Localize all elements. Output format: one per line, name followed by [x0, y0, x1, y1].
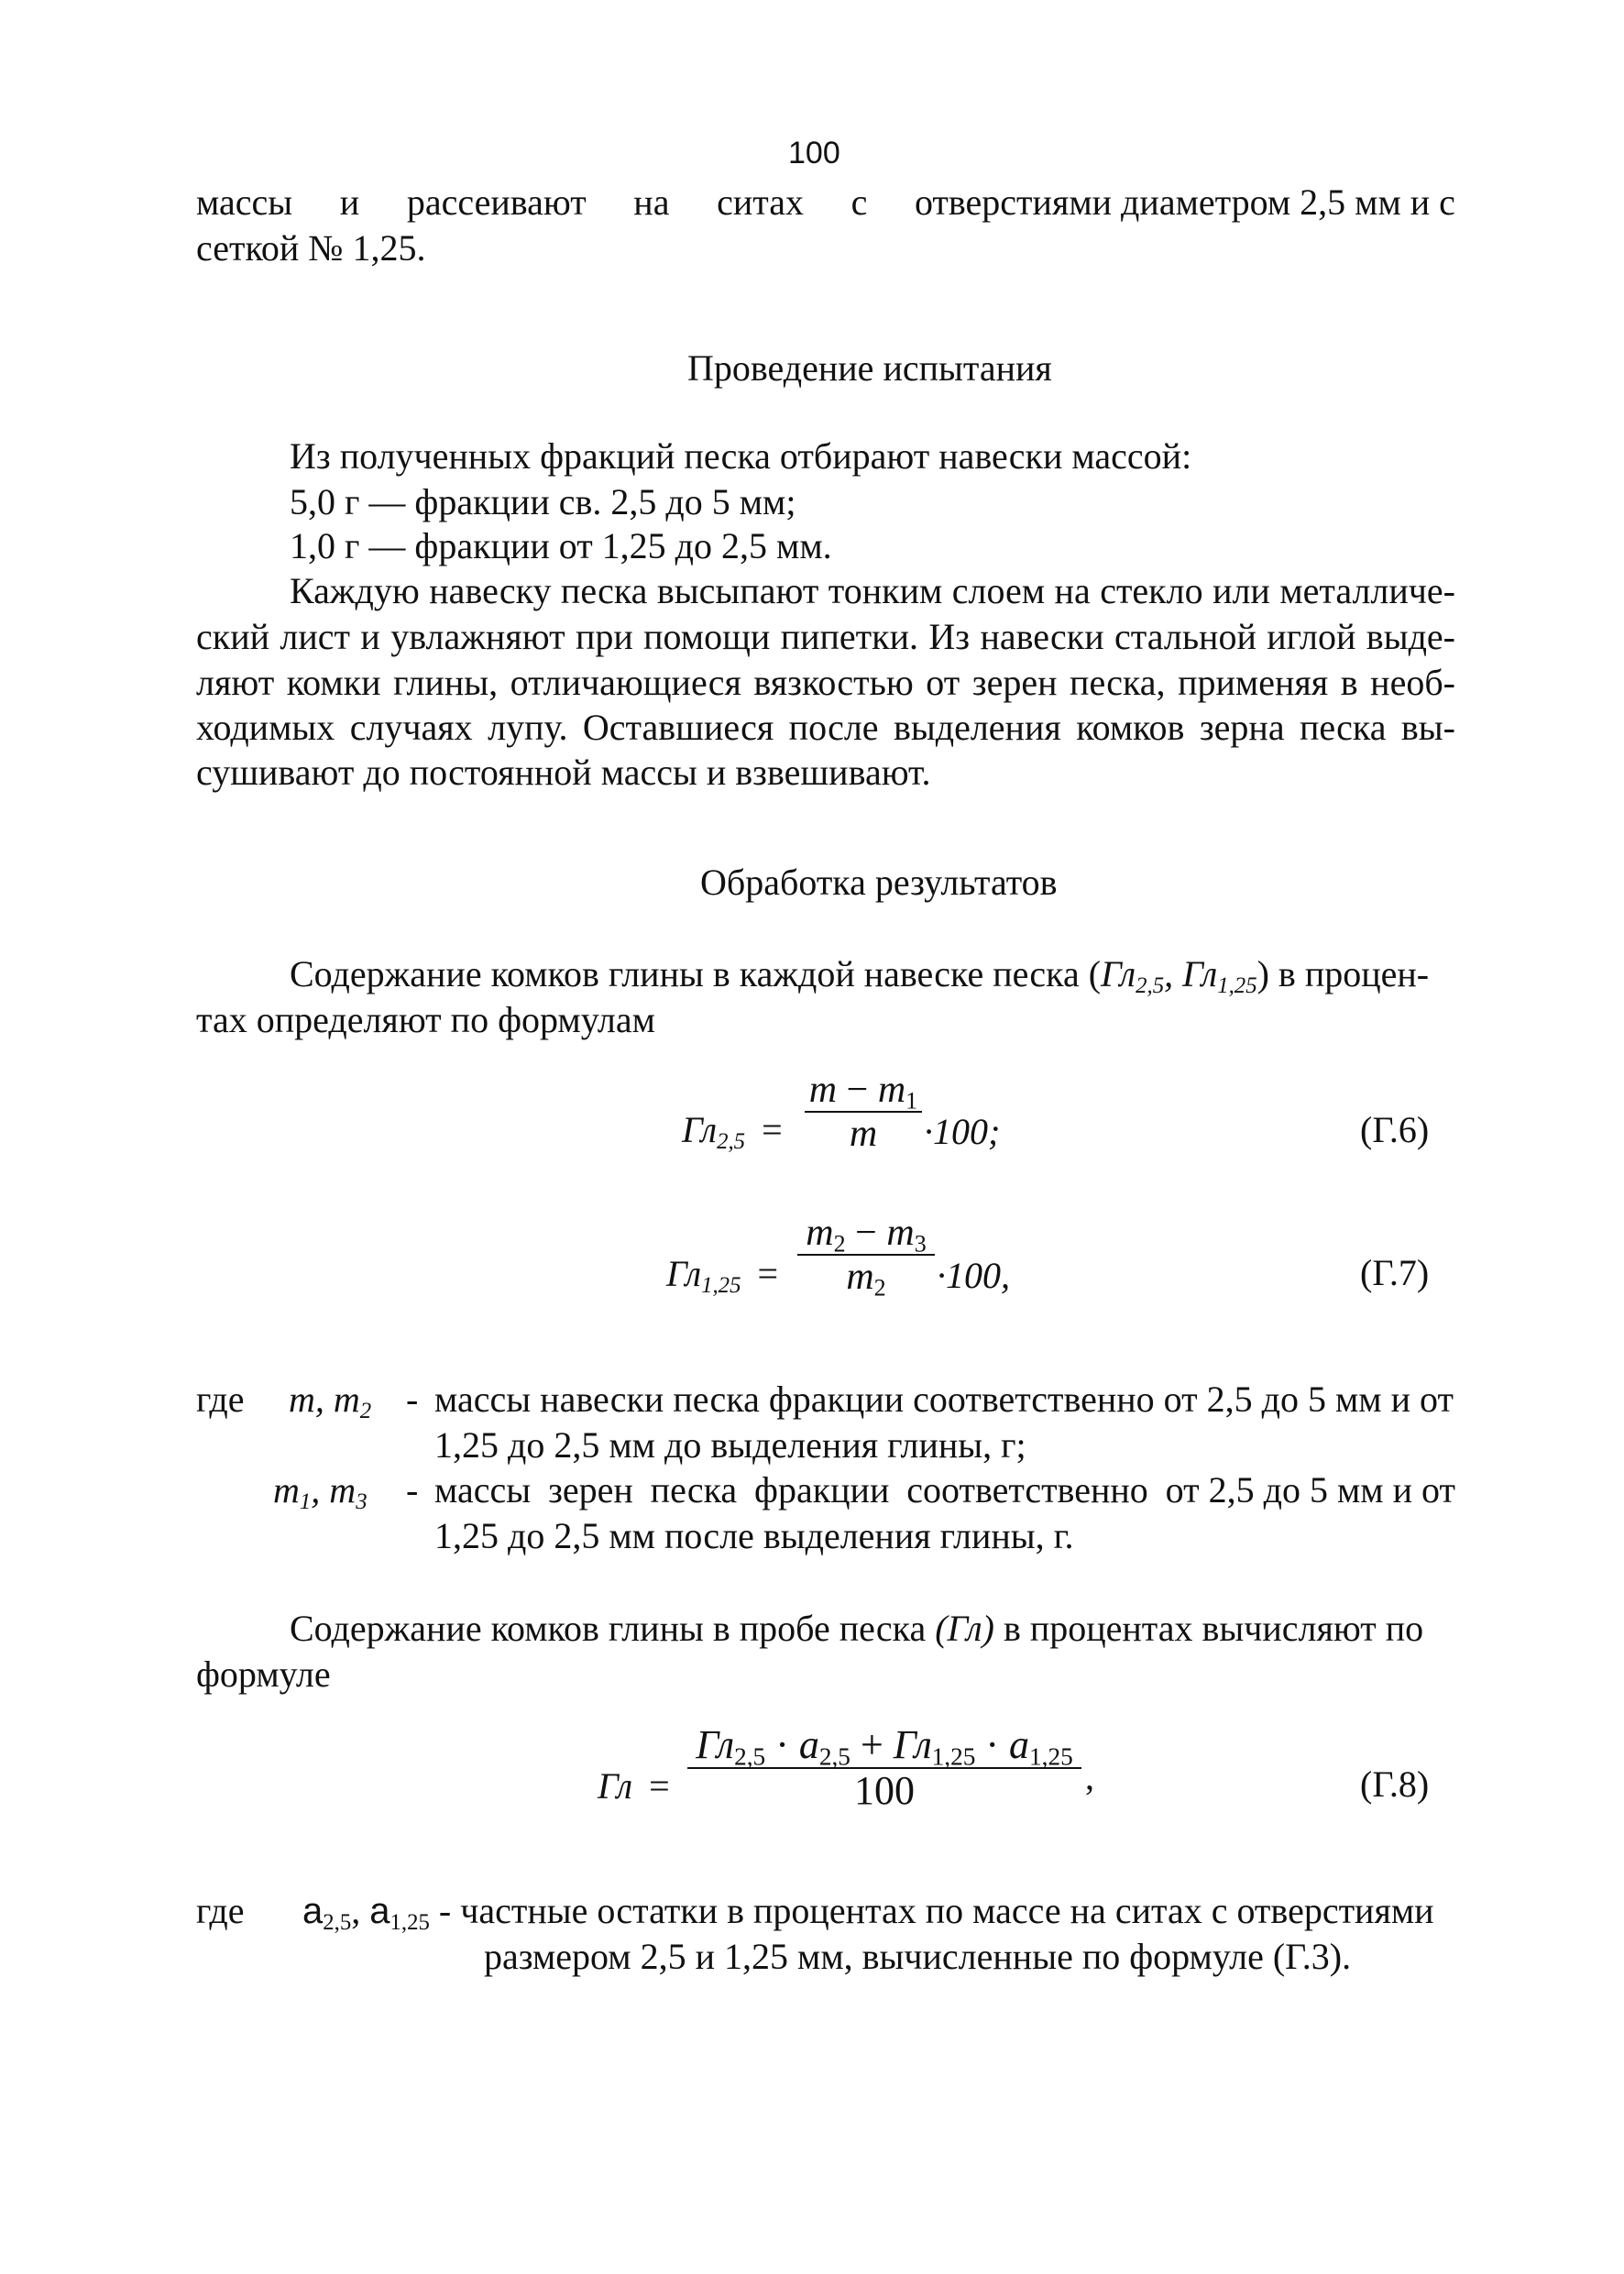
section-heading: Обработка результатов	[700, 862, 1058, 903]
word: фракции	[754, 1469, 890, 1511]
symbol-gl: Гл	[893, 1722, 932, 1767]
subscript: 1,25	[390, 1909, 430, 1935]
where-label: где	[196, 1890, 245, 1931]
paragraph-line: формуле	[196, 1653, 331, 1695]
paragraph-line: тах определяют по формулам	[196, 999, 655, 1040]
intro-line-2: сеткой № 1,25.	[196, 227, 426, 269]
var-a: a	[1009, 1722, 1030, 1767]
subscript: 2,5	[1136, 972, 1165, 998]
subscript: 2	[359, 1398, 372, 1423]
subscript: 2,5	[734, 1742, 766, 1771]
formula-g7-fraction	[797, 1212, 935, 1302]
symbol-m-m2: m, m	[289, 1379, 360, 1420]
intro-line-1	[196, 180, 1455, 225]
text-run: Содержание комков глины в каждой навеске песка (	[290, 953, 1102, 994]
subscript: 2,5	[818, 1742, 850, 1771]
formula-g8-lhs	[598, 1763, 670, 1809]
paragraph-line: ский лист и увлажняют при помощи пипетки. Из навески стальной иглой выде-	[196, 616, 1455, 657]
equals-sign: =	[762, 1109, 783, 1150]
formula-g6-fraction	[805, 1069, 922, 1155]
formula-g8-fraction	[687, 1723, 1081, 1813]
equals-sign: =	[757, 1253, 779, 1294]
denominator: 100	[854, 1768, 915, 1813]
formula-label-g6: (Г.6)	[1360, 1109, 1430, 1150]
where-definition-2-cont: 1,25 до 2,5 мм после выделения глины, г.	[434, 1515, 1074, 1556]
formula-g7-lhs	[666, 1251, 778, 1297]
symbol-m1: m	[273, 1469, 300, 1511]
lhs-symbol: Гл	[666, 1253, 702, 1294]
numerator	[797, 1212, 935, 1258]
where-dash: -	[406, 1379, 419, 1420]
where-definition-1: массы навески песка фракции соответственно от 2,5 до 5 мм и от	[434, 1379, 1454, 1420]
var-a: a	[302, 1891, 324, 1931]
var-a: a	[369, 1891, 390, 1931]
text-run: Содержание комков глины в пробе песка	[290, 1608, 936, 1649]
plus-sign: +	[850, 1722, 894, 1767]
text-run: в процентах вычисляют по	[993, 1608, 1424, 1649]
page-number: 100	[788, 136, 840, 170]
denominator: m	[849, 1113, 878, 1155]
symbol-m3: , m	[311, 1469, 357, 1511]
paragraph-line: ляют комки глины, отличающиеся вязкостью от зерен песка, применяя в необ-	[196, 662, 1455, 703]
formula-g8-comma: ,	[1085, 1756, 1094, 1797]
where-symbols-a	[302, 1888, 1434, 1934]
where-definition: частные остатки в процентах по массе на ситах с отверстиями	[460, 1890, 1434, 1931]
word: зерен	[548, 1469, 633, 1511]
intro-word: с	[850, 181, 868, 223]
subscript: 2	[833, 1230, 846, 1258]
subscript: 1,25	[1217, 972, 1257, 998]
paragraph-line	[290, 1606, 1423, 1652]
formula-g6-tail: ·100;	[924, 1111, 1001, 1152]
paragraph-line: сушивают до постоянной массы и взвешивают.	[196, 752, 931, 793]
symbol-gl: Гл	[1182, 953, 1218, 994]
intro-word: на	[633, 181, 670, 223]
subscript: 3	[356, 1489, 368, 1514]
lhs-subscript: 1,25	[701, 1272, 741, 1298]
lhs-subscript: 2,5	[717, 1128, 746, 1154]
multiply-dot: ·	[975, 1722, 1010, 1767]
numerator	[687, 1722, 1081, 1771]
formula-g7-tail: ·100,	[937, 1255, 1010, 1296]
formula-g6-lhs	[682, 1107, 783, 1153]
where-dash: -	[429, 1890, 461, 1931]
paragraph-line: Каждую навеску песка высыпают тонким слоем на стекло или металличе-	[290, 570, 1455, 611]
intro-word: массы	[196, 181, 293, 223]
formula-label-g8: (Г.8)	[1360, 1763, 1430, 1805]
minus-sign: −	[855, 1212, 877, 1254]
where-symbols-1	[289, 1377, 371, 1423]
subscript: 3	[914, 1230, 927, 1258]
var-m: m	[806, 1212, 834, 1254]
subscript: 1	[299, 1489, 312, 1514]
intro-word: отверстиями диаметром 2,5 мм и с	[914, 181, 1455, 223]
var-a: a	[798, 1722, 819, 1767]
lhs-symbol: Гл	[682, 1109, 718, 1150]
formula-label-g7: (Г.7)	[1360, 1252, 1430, 1293]
subscript: 1,25	[1029, 1742, 1073, 1771]
subscript: 1,25	[931, 1742, 976, 1771]
where-definition-2	[434, 1467, 1455, 1513]
var-m: m	[808, 1069, 838, 1111]
subscript: 1	[905, 1087, 918, 1115]
separator: ,	[351, 1890, 370, 1931]
minus-sign: −	[846, 1069, 869, 1111]
section-heading: Проведение испытания	[687, 347, 1052, 389]
intro-word: ситах	[717, 181, 804, 223]
numerator	[805, 1069, 922, 1115]
lhs-symbol: Гл	[598, 1765, 633, 1807]
where-definition-1-cont: 1,25 до 2,5 мм до выделения глины, г;	[434, 1424, 1026, 1466]
text-run: ) в процен-	[1256, 953, 1430, 994]
word: от 2,5 до 5 мм и от	[1165, 1469, 1455, 1511]
paragraph-line: ходимых случаях лупу. Оставшиеся после выделения комков зерна песка вы-	[196, 707, 1455, 748]
symbol-gl: Гл	[1101, 953, 1136, 994]
paragraph-line	[290, 951, 1429, 997]
subscript: 2,5	[323, 1909, 352, 1935]
where-label: где	[196, 1379, 245, 1420]
where-dash: -	[406, 1469, 419, 1511]
list-item: 5,0 г — фракции св. 2,5 до 5 мм;	[290, 481, 796, 522]
text-run: ,	[1164, 953, 1183, 994]
paragraph-line: Из полученных фракций песка отбирают навески массой:	[290, 435, 1192, 477]
where-symbols-2	[273, 1467, 368, 1513]
where-definition-cont: размером 2,5 и 1,25 мм, вычисленные по формуле (Г.3).	[484, 1936, 1352, 1977]
var-m: m	[877, 1069, 906, 1111]
word: песка	[650, 1469, 738, 1511]
var-m: m	[846, 1256, 874, 1298]
var-m: m	[886, 1212, 915, 1254]
denominator	[797, 1256, 935, 1302]
equals-sign: =	[649, 1765, 670, 1807]
subscript: 2	[873, 1274, 886, 1302]
word: соответственно	[906, 1469, 1148, 1511]
list-item: 1,0 г — фракции от 1,25 до 2,5 мм.	[290, 525, 832, 566]
symbol-gl: (Гл)	[935, 1608, 994, 1649]
intro-word: рассеивают	[406, 181, 587, 223]
intro-word: и	[339, 181, 360, 223]
multiply-dot: ·	[765, 1722, 799, 1767]
word: массы	[434, 1469, 532, 1511]
symbol-gl: Гл	[696, 1722, 735, 1767]
